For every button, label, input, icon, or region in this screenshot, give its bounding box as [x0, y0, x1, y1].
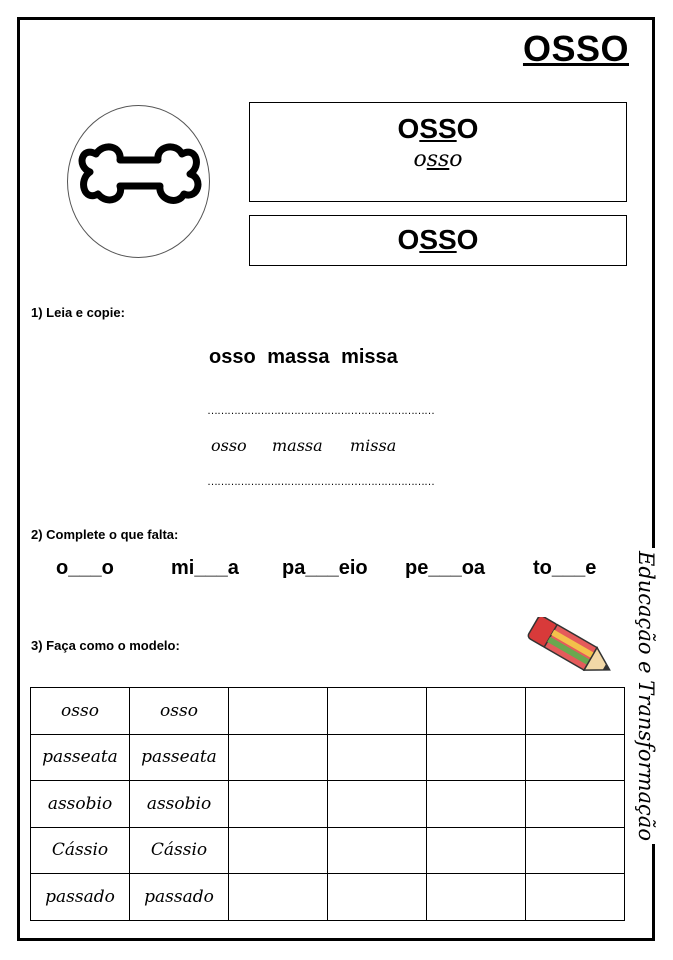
table-row	[31, 874, 625, 921]
bone-icon	[68, 106, 209, 257]
fill-blank-item: o___o	[56, 557, 114, 579]
table-cell[interactable]	[328, 827, 427, 874]
table-cell[interactable]	[526, 688, 625, 735]
side-caption	[632, 548, 660, 900]
table-cell: passeata	[130, 734, 229, 781]
copy-line: ……………………	[354, 476, 434, 488]
copy-line: ……………………	[354, 405, 434, 417]
table-cell: assobio	[130, 781, 229, 828]
table-cell[interactable]	[427, 781, 526, 828]
cursive-read-word: missa	[350, 436, 397, 455]
fill-blank-item: pa___eio	[282, 557, 368, 579]
table-cell[interactable]	[427, 688, 526, 735]
table-cell: Cássio	[31, 827, 130, 874]
copy-line: ……………………	[277, 405, 357, 417]
print-word-2: OSSO	[397, 224, 479, 255]
print-word: OSSO	[397, 113, 479, 144]
bone-image	[67, 105, 210, 258]
cursive-read-word: massa	[272, 436, 323, 455]
table-cell[interactable]	[427, 734, 526, 781]
table-cell: passado	[31, 874, 130, 921]
table-cell[interactable]	[328, 874, 427, 921]
cursive-word: osso	[413, 147, 463, 172]
table-cell[interactable]	[526, 781, 625, 828]
table-row	[31, 781, 625, 828]
table-cell[interactable]	[229, 874, 328, 921]
word-box-print	[249, 215, 627, 266]
table-cell[interactable]	[526, 827, 625, 874]
table-row	[31, 688, 625, 735]
copy-line: ……………………	[207, 405, 287, 417]
cursive-read-word: osso	[211, 436, 247, 455]
table-cell[interactable]	[427, 874, 526, 921]
side-caption-text: Educação e Transformação	[632, 548, 660, 844]
table-cell[interactable]	[526, 734, 625, 781]
section-2-label: 2) Complete o que falta:	[31, 527, 179, 542]
read-words	[209, 346, 404, 369]
table-cell: osso	[130, 688, 229, 735]
model-table	[30, 687, 625, 921]
fill-blank-item: pe___oa	[405, 557, 486, 579]
table-cell: passado	[130, 874, 229, 921]
word-box-print-cursive	[249, 102, 627, 202]
table-cell[interactable]	[328, 688, 427, 735]
section-1-label: 1) Leia e copie:	[31, 305, 125, 320]
table-cell[interactable]	[526, 874, 625, 921]
table-cell: passeata	[31, 734, 130, 781]
fill-blank-item: to___e	[533, 557, 597, 579]
section-3-label: 3) Faça como o modelo:	[31, 638, 180, 653]
table-row	[31, 734, 625, 781]
table-cell[interactable]	[229, 688, 328, 735]
pencil-icon	[522, 617, 628, 683]
table-cell: osso	[31, 688, 130, 735]
table-cell: Cássio	[130, 827, 229, 874]
table-cell[interactable]	[229, 827, 328, 874]
page-title: OSSO	[522, 28, 629, 69]
table-cell[interactable]	[427, 827, 526, 874]
read-word: osso	[209, 346, 256, 368]
table-cell[interactable]	[328, 734, 427, 781]
table-cell[interactable]	[328, 781, 427, 828]
read-word: massa	[267, 346, 330, 368]
copy-line: ……………………	[207, 476, 287, 488]
fill-blank-item: mi___a	[171, 557, 239, 579]
table-cell[interactable]	[229, 734, 328, 781]
read-word: missa	[341, 346, 398, 368]
table-cell[interactable]	[229, 781, 328, 828]
table-cell: assobio	[31, 781, 130, 828]
copy-line: ……………………	[277, 476, 357, 488]
table-row	[31, 827, 625, 874]
